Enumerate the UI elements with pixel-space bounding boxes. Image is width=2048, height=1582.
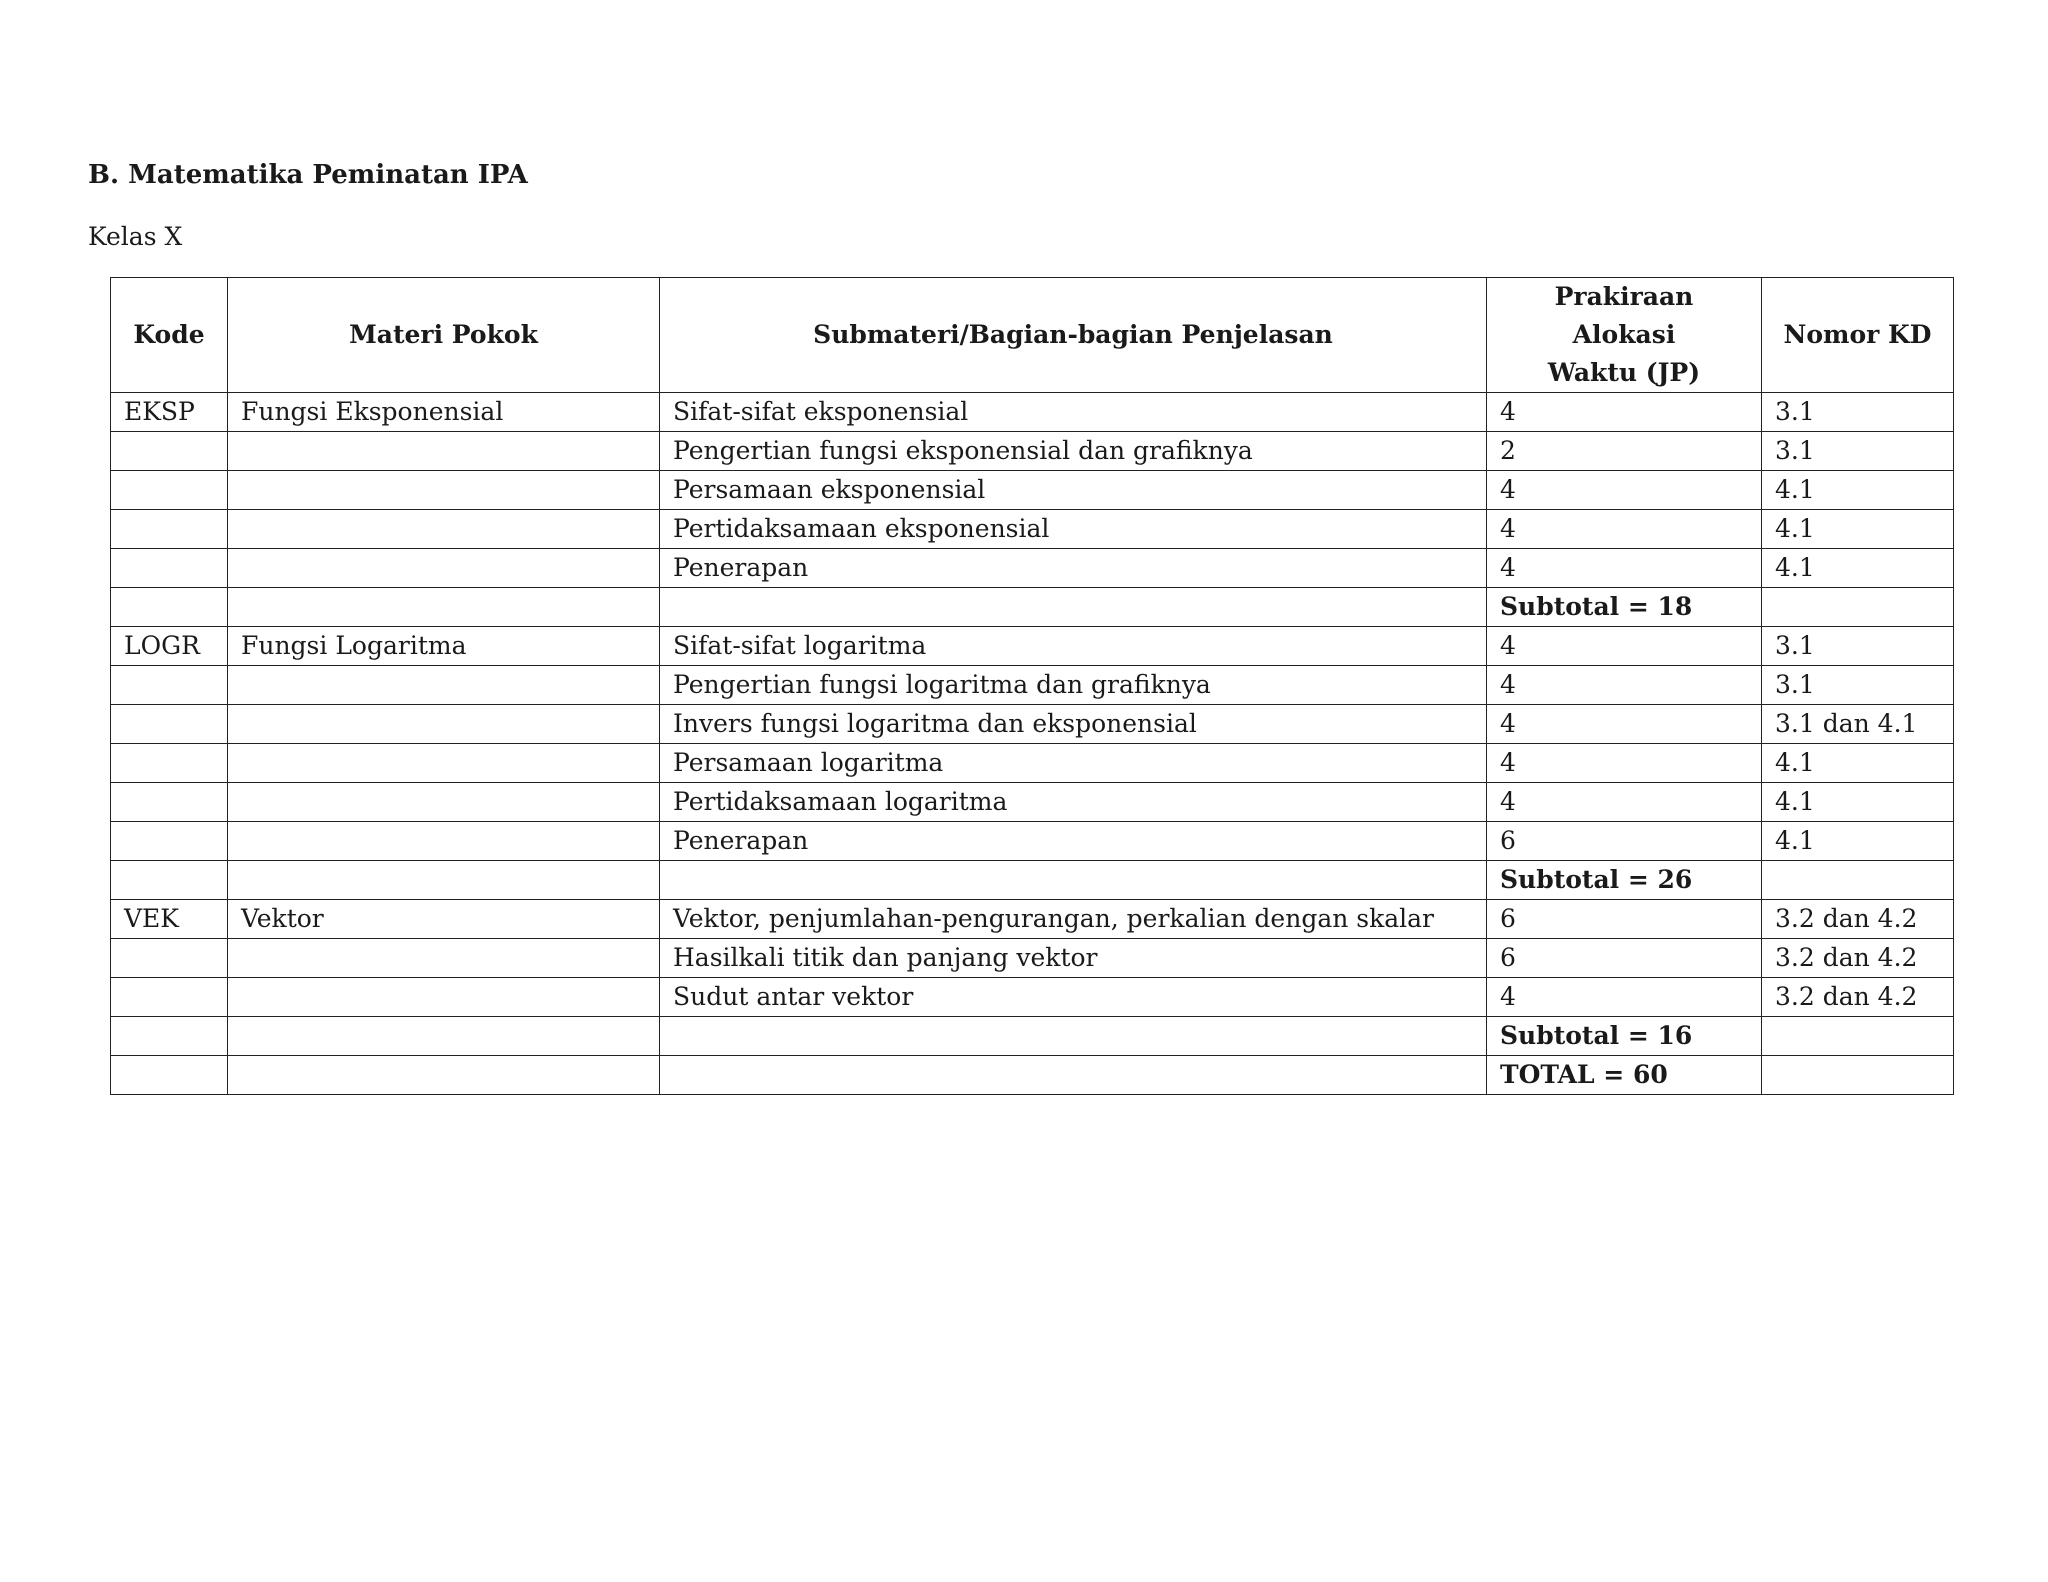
cell-nomor-kd: 4.1 xyxy=(1762,510,1954,549)
table-row xyxy=(111,471,1954,510)
cell-kode xyxy=(111,939,228,978)
cell-materi-pokok: Fungsi Logaritma xyxy=(228,627,660,666)
cell-nomor-kd xyxy=(1762,861,1954,900)
cell-submateri: Pertidaksamaan logaritma xyxy=(660,783,1487,822)
cell-nomor-kd: 4.1 xyxy=(1762,471,1954,510)
cell-alokasi-jp: 4 xyxy=(1487,783,1762,822)
cell-alokasi-jp: Subtotal = 26 xyxy=(1487,861,1762,900)
cell-kode xyxy=(111,588,228,627)
cell-materi-pokok xyxy=(228,471,660,510)
cell-materi-pokok: Vektor xyxy=(228,900,660,939)
cell-nomor-kd: 3.2 dan 4.2 xyxy=(1762,939,1954,978)
table-row xyxy=(111,549,1954,588)
header-nomor-kd: Nomor KD xyxy=(1762,278,1954,393)
cell-materi-pokok xyxy=(228,744,660,783)
cell-alokasi-jp: 6 xyxy=(1487,939,1762,978)
cell-nomor-kd: 4.1 xyxy=(1762,549,1954,588)
cell-nomor-kd xyxy=(1762,588,1954,627)
cell-submateri: Sifat-sifat logaritma xyxy=(660,627,1487,666)
class-label: Kelas X xyxy=(88,222,183,251)
cell-materi-pokok: Fungsi Eksponensial xyxy=(228,393,660,432)
cell-materi-pokok xyxy=(228,939,660,978)
cell-submateri: Persamaan logaritma xyxy=(660,744,1487,783)
cell-alokasi-jp: 4 xyxy=(1487,978,1762,1017)
table-row xyxy=(111,627,1954,666)
table-body xyxy=(111,393,1954,1095)
cell-nomor-kd: 3.1 xyxy=(1762,627,1954,666)
cell-alokasi-jp: 2 xyxy=(1487,432,1762,471)
cell-kode xyxy=(111,744,228,783)
cell-materi-pokok xyxy=(228,1017,660,1056)
table-row xyxy=(111,393,1954,432)
cell-submateri: Vektor, penjumlahan-pengurangan, perkalian dengan skalar xyxy=(660,900,1487,939)
table-row xyxy=(111,510,1954,549)
cell-materi-pokok xyxy=(228,588,660,627)
cell-alokasi-jp: 4 xyxy=(1487,393,1762,432)
header-row xyxy=(111,278,1954,393)
table-row xyxy=(111,822,1954,861)
cell-kode xyxy=(111,1056,228,1095)
cell-materi-pokok xyxy=(228,861,660,900)
cell-alokasi-jp: Subtotal = 18 xyxy=(1487,588,1762,627)
cell-kode xyxy=(111,471,228,510)
cell-submateri xyxy=(660,861,1487,900)
table-header xyxy=(111,278,1954,393)
cell-alokasi-jp: 6 xyxy=(1487,822,1762,861)
cell-materi-pokok xyxy=(228,822,660,861)
cell-kode xyxy=(111,705,228,744)
cell-nomor-kd: 3.1 xyxy=(1762,393,1954,432)
cell-kode xyxy=(111,861,228,900)
cell-submateri: Penerapan xyxy=(660,822,1487,861)
cell-nomor-kd: 3.2 dan 4.2 xyxy=(1762,900,1954,939)
cell-alokasi-jp: Subtotal = 16 xyxy=(1487,1017,1762,1056)
cell-kode xyxy=(111,666,228,705)
table-row xyxy=(111,783,1954,822)
cell-alokasi-jp: 4 xyxy=(1487,510,1762,549)
cell-alokasi-jp: 4 xyxy=(1487,627,1762,666)
cell-submateri: Invers fungsi logaritma dan eksponensial xyxy=(660,705,1487,744)
cell-submateri: Hasilkali titik dan panjang vektor xyxy=(660,939,1487,978)
cell-materi-pokok xyxy=(228,549,660,588)
cell-alokasi-jp: 4 xyxy=(1487,549,1762,588)
cell-materi-pokok xyxy=(228,705,660,744)
table-row xyxy=(111,1056,1954,1095)
table-row xyxy=(111,705,1954,744)
table-row xyxy=(111,861,1954,900)
table-row xyxy=(111,978,1954,1017)
cell-alokasi-jp: TOTAL = 60 xyxy=(1487,1056,1762,1095)
header-submateri: Submateri/Bagian-bagian Penjelasan xyxy=(660,278,1487,393)
cell-kode xyxy=(111,1017,228,1056)
cell-materi-pokok xyxy=(228,783,660,822)
cell-submateri xyxy=(660,1056,1487,1095)
cell-alokasi-jp: 4 xyxy=(1487,666,1762,705)
cell-nomor-kd: 3.1 dan 4.1 xyxy=(1762,705,1954,744)
cell-submateri: Pengertian fungsi logaritma dan grafiknya xyxy=(660,666,1487,705)
cell-submateri: Pengertian fungsi eksponensial dan grafiknya xyxy=(660,432,1487,471)
cell-alokasi-jp: 4 xyxy=(1487,705,1762,744)
cell-kode xyxy=(111,822,228,861)
cell-kode: EKSP xyxy=(111,393,228,432)
cell-nomor-kd: 3.2 dan 4.2 xyxy=(1762,978,1954,1017)
cell-alokasi-jp: 4 xyxy=(1487,471,1762,510)
header-alokasi-line1: Prakiraan Alokasi xyxy=(1554,282,1694,349)
table-row xyxy=(111,1017,1954,1056)
cell-kode: LOGR xyxy=(111,627,228,666)
cell-alokasi-jp: 6 xyxy=(1487,900,1762,939)
table-row xyxy=(111,666,1954,705)
cell-submateri: Penerapan xyxy=(660,549,1487,588)
section-title: B. Matematika Peminatan IPA xyxy=(88,160,528,190)
curriculum-table xyxy=(110,277,1954,1095)
cell-nomor-kd: 3.1 xyxy=(1762,432,1954,471)
cell-submateri xyxy=(660,1017,1487,1056)
cell-submateri: Pertidaksamaan eksponensial xyxy=(660,510,1487,549)
cell-kode xyxy=(111,549,228,588)
cell-alokasi-jp: 4 xyxy=(1487,744,1762,783)
header-materi-pokok: Materi Pokok xyxy=(228,278,660,393)
cell-submateri xyxy=(660,588,1487,627)
cell-nomor-kd: 4.1 xyxy=(1762,744,1954,783)
table-row xyxy=(111,432,1954,471)
cell-nomor-kd: 4.1 xyxy=(1762,783,1954,822)
cell-kode xyxy=(111,783,228,822)
cell-materi-pokok xyxy=(228,666,660,705)
cell-kode xyxy=(111,510,228,549)
cell-submateri: Sudut antar vektor xyxy=(660,978,1487,1017)
cell-kode: VEK xyxy=(111,900,228,939)
header-alokasi-line2: Waktu (JP) xyxy=(1547,358,1701,387)
cell-materi-pokok xyxy=(228,978,660,1017)
cell-nomor-kd: 3.1 xyxy=(1762,666,1954,705)
header-alokasi-waktu xyxy=(1487,278,1762,393)
header-kode: Kode xyxy=(111,278,228,393)
cell-submateri: Sifat-sifat eksponensial xyxy=(660,393,1487,432)
cell-materi-pokok xyxy=(228,432,660,471)
cell-nomor-kd: 4.1 xyxy=(1762,822,1954,861)
cell-nomor-kd xyxy=(1762,1056,1954,1095)
cell-materi-pokok xyxy=(228,510,660,549)
table-row xyxy=(111,588,1954,627)
table-row xyxy=(111,744,1954,783)
cell-submateri: Persamaan eksponensial xyxy=(660,471,1487,510)
cell-kode xyxy=(111,978,228,1017)
table-row xyxy=(111,900,1954,939)
cell-nomor-kd xyxy=(1762,1017,1954,1056)
table-row xyxy=(111,939,1954,978)
cell-materi-pokok xyxy=(228,1056,660,1095)
cell-kode xyxy=(111,432,228,471)
